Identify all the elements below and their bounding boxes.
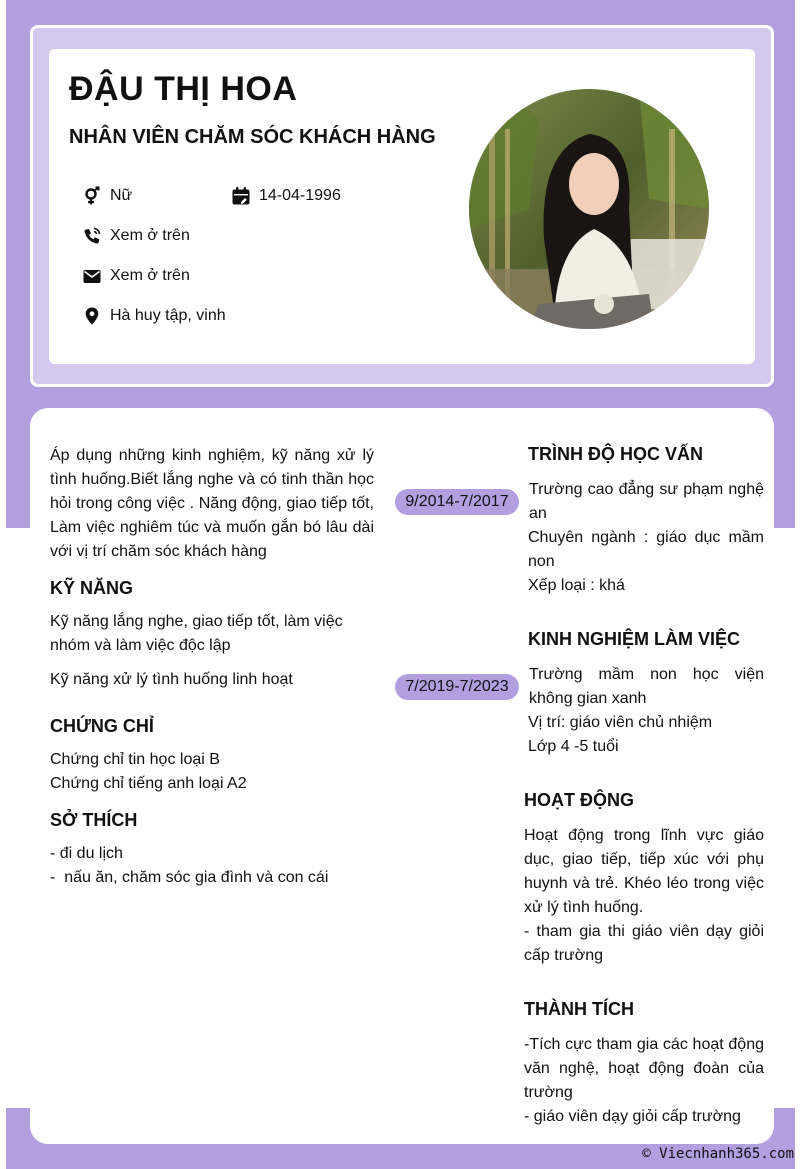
candidate-name: ĐẬU THỊ HOA <box>69 70 298 108</box>
location-pin-icon <box>82 306 102 326</box>
experience-heading: KINH NGHIỆM LÀM VIỆC <box>528 629 741 649</box>
gender-value: Nữ <box>110 187 133 204</box>
email-info <box>82 266 190 286</box>
education-grade: Xếp loại : khá <box>528 577 625 594</box>
skill-item: Kỹ năng xử lý tình huống linh hoạt <box>50 671 293 688</box>
birthdate-info <box>231 186 341 206</box>
education-school: Trường cao đẳng sư phạm nghệ an <box>529 481 764 522</box>
birthdate-value: 14-04-1996 <box>259 187 341 204</box>
phone-value: Xem ở trên <box>110 227 190 244</box>
hobby-item: - đi du lịch <box>50 845 123 862</box>
copyright-footer: © Viecnhanh365.com <box>642 1146 794 1162</box>
activity-item: Hoạt động trong lĩnh vực giáo dục, giao tiếp, tiếp xúc với phụ huynh và trẻ. Khéo léo trong việc xử lý tình huống. <box>524 827 764 916</box>
address-info <box>82 306 226 326</box>
skill-item: Kỹ năng lắng nghe, giao tiếp tốt, làm việc nhóm và làm việc độc lập <box>50 613 343 654</box>
certificates-heading: CHỨNG CHỈ <box>50 716 154 736</box>
activity-item: - tham gia thi giáo viên dạy giỏi cấp trường <box>524 923 764 964</box>
address-value: Hà huy tập, vinh <box>110 307 226 324</box>
education-major: Chuyên ngành : giáo dục mầm non <box>528 529 764 570</box>
experience-period-badge: 7/2019-7/2023 <box>395 674 519 700</box>
gender-icon <box>82 186 102 206</box>
profile-photo <box>469 89 709 329</box>
email-icon <box>82 266 102 286</box>
education-heading: TRÌNH ĐỘ HỌC VẤN <box>528 444 703 464</box>
education-period-badge: 9/2014-7/2017 <box>395 489 519 515</box>
skills-heading: KỸ NĂNG <box>50 578 134 598</box>
experience-position: Vị trí: giáo viên chủ nhiệm <box>528 714 713 731</box>
career-summary: Áp dụng những kinh nghiệm, kỹ năng xử lý tình huống.Biết lắng nghe và có tinh thần học hỏi trong công việc . Năng động, giao tiếp tốt, Làm việc nghiêm túc và muốn gắn bó lâu dài với vị trí chăm sóc khách hàng <box>50 447 374 560</box>
achievements-heading: THÀNH TÍCH <box>524 999 634 1019</box>
job-title: NHÂN VIÊN CHĂM SÓC KHÁCH HÀNG <box>69 126 436 148</box>
activities-heading: HOẠT ĐỘNG <box>524 790 634 810</box>
certificate-item: Chứng chỉ tiếng anh loại A2 <box>50 775 247 792</box>
gender-info <box>82 186 132 206</box>
phone-info <box>82 226 190 246</box>
hobbies-heading: SỞ THÍCH <box>50 810 138 830</box>
experience-company: Trường mầm non học viện không gian xanh <box>529 666 764 707</box>
achievement-item: -Tích cực tham gia các hoạt động văn nghệ, hoạt động đoàn của trường <box>524 1036 764 1101</box>
phone-icon <box>82 226 102 246</box>
experience-class: Lớp 4 -5 tuổi <box>528 738 619 755</box>
hobby-item: - nấu ăn, chăm sóc gia đình và con cái <box>50 869 329 886</box>
certificate-item: Chứng chỉ tin học loại B <box>50 751 220 768</box>
email-value: Xem ở trên <box>110 267 190 284</box>
calendar-icon <box>231 186 251 206</box>
achievement-item: - giáo viên dạy giỏi cấp trường <box>524 1108 741 1125</box>
